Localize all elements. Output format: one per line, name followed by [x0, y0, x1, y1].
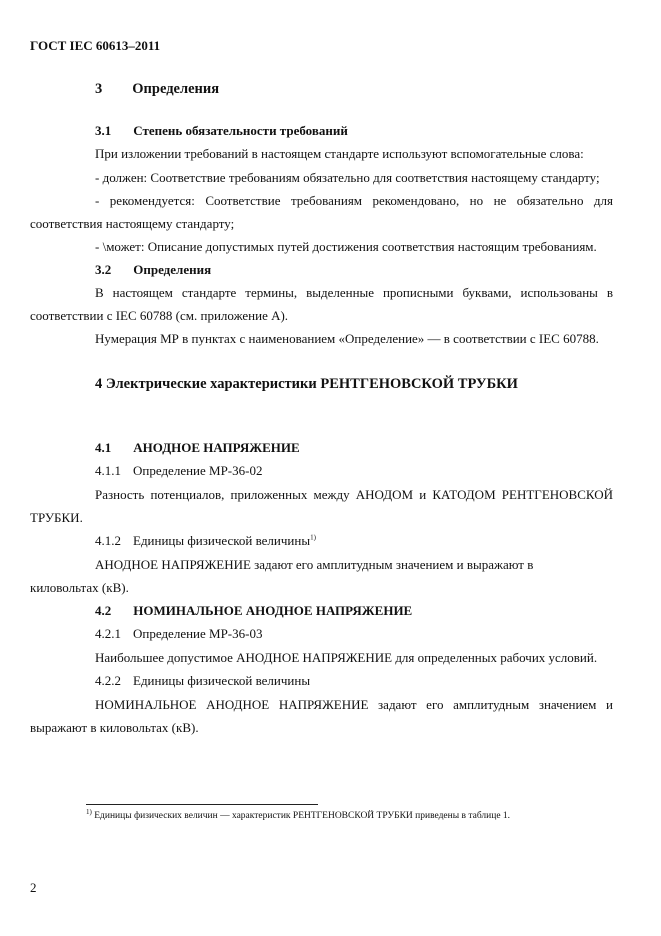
section-4-2-heading	[95, 603, 412, 619]
subsection-number: 4.1.1	[95, 463, 121, 478]
subsection-4-1-1	[95, 463, 262, 479]
list-item-recommended-cont: соответствия настоящему стандарту;	[30, 216, 235, 231]
paragraph: НОМИНАЛЬНОЕ АНОДНОЕ НАПРЯЖЕНИЕ задают его амплитудным значением и	[95, 697, 613, 712]
paragraph: В настоящем стандарте термины, выделенные прописными буквами, использованы в	[95, 285, 613, 300]
footnote	[86, 808, 510, 823]
paragraph-cont: соответствии с IEC 60788 (см. приложение А).	[30, 308, 289, 323]
section-3-2-heading	[95, 262, 211, 278]
subsection-number: 4.2.2	[95, 673, 121, 688]
section-number: 4.2	[95, 603, 112, 618]
subsection-title: Определение МР-36-03	[133, 626, 263, 641]
section-number: 4.1	[95, 440, 112, 455]
footnote-separator	[86, 804, 318, 805]
section-title: Определения	[133, 262, 212, 277]
section-title: Определения	[132, 81, 220, 97]
section-3-1-heading	[95, 123, 348, 139]
paragraph: Нумерация МР в пунктах с наименованием «Определение» — в соответствии с IEC 60788.	[95, 331, 599, 346]
subsection-title: Единицы физической величины	[133, 533, 311, 548]
paragraph: Наибольшее допустимое АНОДНОЕ НАПРЯЖЕНИЕ для определенных рабочих условий.	[95, 650, 598, 665]
section-title: Степень обязательности требований	[133, 123, 348, 138]
section-title: НОМИНАЛЬНОЕ АНОДНОЕ НАПРЯЖЕНИЕ	[133, 603, 413, 618]
section-number: 3.1	[95, 123, 112, 138]
section-number: 3.2	[95, 262, 112, 277]
paragraph: АНОДНОЕ НАПРЯЖЕНИЕ задают его амплитудным значением и выражают в	[95, 557, 534, 572]
paragraph-cont: выражают в киловольтах (кВ).	[30, 720, 199, 735]
section-3-heading	[95, 80, 219, 98]
list-item-recommended: - рекомендуется: Соответствие требованиям рекомендовано, но не обязательно для	[95, 193, 613, 208]
subsection-title: Определение МР-36-02	[133, 463, 263, 478]
paragraph-cont: киловольтах (кВ).	[30, 580, 129, 595]
section-4-heading: 4 Электрические характеристики РЕНТГЕНОВСКОЙ ТРУБКИ	[95, 376, 518, 392]
subsection-4-2-2	[95, 673, 310, 689]
paragraph-cont: ТРУБКИ.	[30, 510, 83, 525]
section-number: 3	[95, 81, 103, 97]
footnote-mark: 1)	[86, 808, 92, 816]
paragraph: Разность потенциалов, приложенных между АНОДОМ и КАТОДОМ РЕНТГЕНОВСКОЙ	[95, 487, 613, 502]
subsection-number: 4.1.2	[95, 533, 121, 548]
section-4-1-heading	[95, 440, 300, 456]
paragraph: При изложении требований в настоящем стандарте используют вспомогательные слова:	[95, 146, 584, 161]
subsection-4-1-2	[95, 533, 316, 549]
list-item-should: - должен: Соответствие требованиям обязательно для соответствия настоящему стандарту;	[95, 170, 600, 185]
subsection-number: 4.2.1	[95, 626, 121, 641]
section-title: АНОДНОЕ НАПРЯЖЕНИЕ	[133, 440, 300, 455]
page-number: 2	[30, 880, 37, 895]
running-header: ГОСТ IEC 60613–2011	[30, 38, 161, 53]
subsection-4-2-1	[95, 626, 262, 642]
footnote-text: Единицы физических величин — характеристик РЕНТГЕНОВСКОЙ ТРУБКИ приведены в таблице 1.	[91, 811, 511, 822]
footnote-ref[interactable]: 1)	[310, 533, 316, 542]
subsection-title: Единицы физической величины	[133, 673, 311, 688]
list-item-may: - \может: Описание допустимых путей достижения соответствия настоящим требованиям.	[95, 239, 597, 254]
